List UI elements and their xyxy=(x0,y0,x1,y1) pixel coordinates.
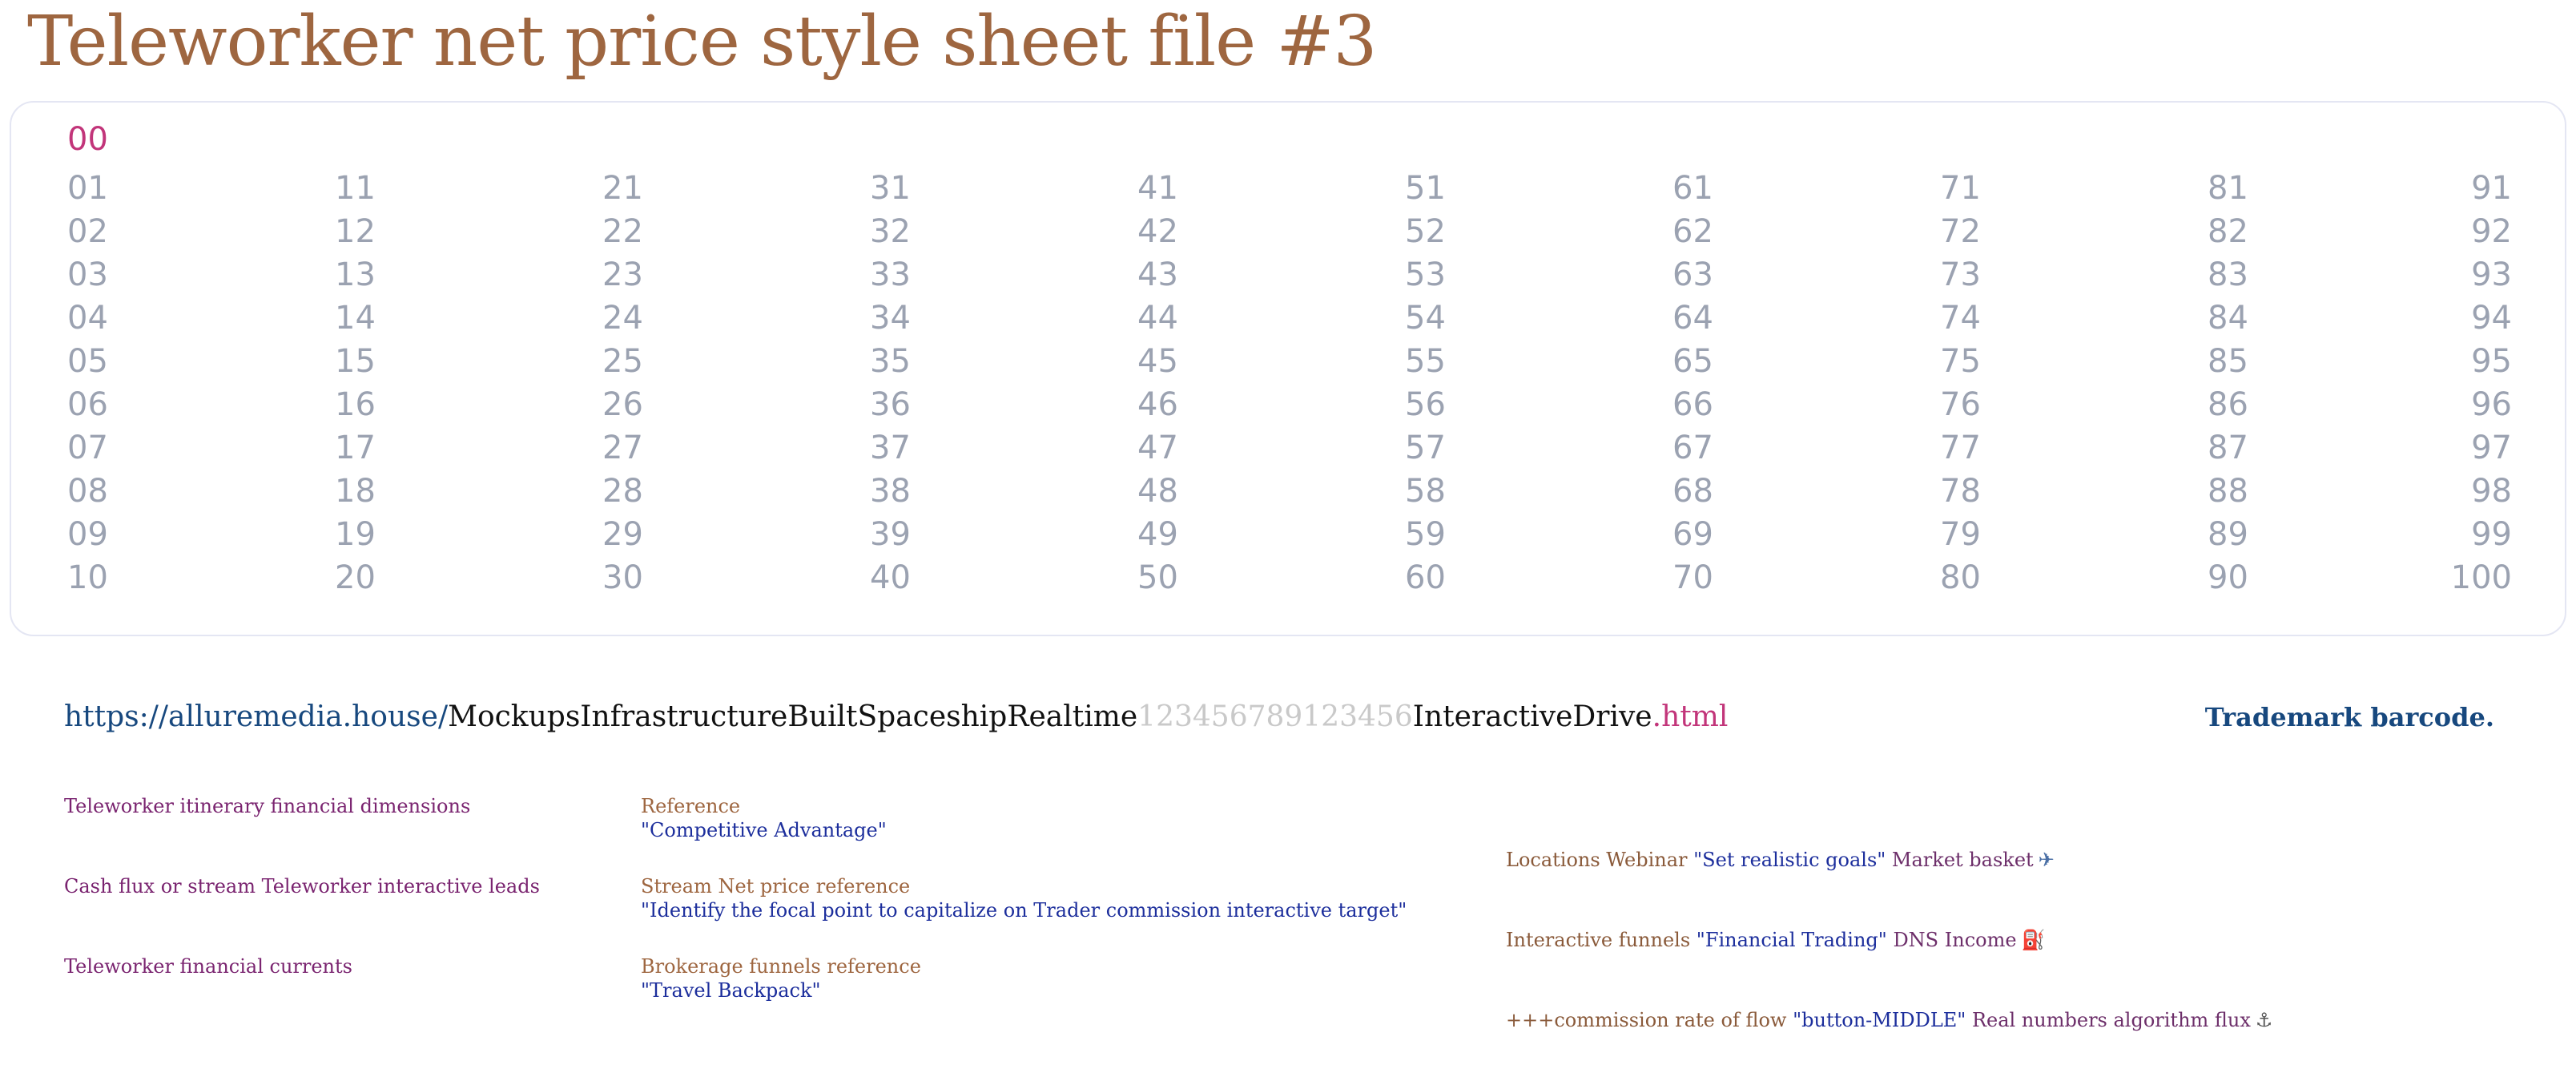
grid-number: 49 xyxy=(1137,516,1178,553)
reference-quote: "Identify the focal point to capitalize on Trader commission interactive target" xyxy=(641,899,1407,922)
grid-number: 40 xyxy=(870,559,911,596)
grid-number: 90 xyxy=(2208,559,2248,596)
grid-number: 78 xyxy=(1940,473,1981,510)
reference-quote: "Travel Backpack" xyxy=(641,979,821,1002)
grid-number: 31 xyxy=(870,170,911,207)
grid-number: 29 xyxy=(602,516,643,553)
grid-number: 65 xyxy=(1672,343,1713,380)
grid-number: 98 xyxy=(2471,473,2512,510)
number-column xyxy=(870,167,966,599)
number-column xyxy=(2208,167,2304,599)
reference-name: Stream Net price reference xyxy=(641,875,911,898)
grid-number: 36 xyxy=(870,386,911,423)
grid-number: 71 xyxy=(1940,170,1981,207)
grid-number: 63 xyxy=(1672,256,1713,293)
grid-number: 82 xyxy=(2208,213,2248,250)
grid-number: 10 xyxy=(67,559,108,596)
grid-number: 83 xyxy=(2208,256,2248,293)
url-host: https://alluremedia.house/ xyxy=(64,700,449,733)
grid-number: 14 xyxy=(335,300,376,337)
grid-number: 30 xyxy=(602,559,643,596)
number-column xyxy=(1137,167,1234,599)
grid-number: 72 xyxy=(1940,213,1981,250)
grid-number: 59 xyxy=(1405,516,1446,553)
url-link[interactable] xyxy=(64,696,1728,739)
grid-number: 25 xyxy=(602,343,643,380)
grid-number: 09 xyxy=(67,516,108,553)
grid-number: 62 xyxy=(1672,213,1713,250)
url-extension: .html xyxy=(1652,700,1729,733)
anchor-icon: ⚓ xyxy=(2255,1009,2273,1031)
grid-number: 41 xyxy=(1137,170,1178,207)
grid-number: 17 xyxy=(335,430,376,466)
grid-number: 91 xyxy=(2471,170,2512,207)
grid-number: 08 xyxy=(67,473,108,510)
fuel-pump-icon: ⛽ xyxy=(2021,929,2046,951)
trademark-label: Trademark barcode. xyxy=(2204,702,2494,732)
grid-number: 05 xyxy=(67,343,108,380)
grid-number: 28 xyxy=(602,473,643,510)
grid-number: 37 xyxy=(870,430,911,466)
right-item-lead: Locations Webinar xyxy=(1506,849,1694,871)
grid-number: 07 xyxy=(67,430,108,466)
grid-number: 48 xyxy=(1137,473,1178,510)
grid-number: 43 xyxy=(1137,256,1178,293)
number-column xyxy=(1940,167,2036,599)
number-column xyxy=(602,167,698,599)
grid-number: 84 xyxy=(2208,300,2248,337)
right-item-quote: "Financial Trading" xyxy=(1696,929,1887,951)
grid-number: 93 xyxy=(2471,256,2512,293)
reference-block-1 xyxy=(641,794,887,842)
grid-number: 54 xyxy=(1405,300,1446,337)
right-item-tail: DNS Income xyxy=(1886,929,2017,951)
airplane-icon: ✈ xyxy=(2038,849,2055,871)
label-cash-flux: Cash flux or stream Teleworker interactive leads xyxy=(64,875,540,898)
number-column xyxy=(335,167,431,599)
highlight-number: 00 xyxy=(67,121,108,158)
grid-number: 97 xyxy=(2471,430,2512,466)
reference-name: Brokerage funnels reference xyxy=(641,955,921,978)
grid-number: 21 xyxy=(602,170,643,207)
grid-number: 95 xyxy=(2471,343,2512,380)
grid-number: 87 xyxy=(2208,430,2248,466)
number-grid xyxy=(10,101,2566,636)
grid-number: 51 xyxy=(1405,170,1446,207)
grid-number: 18 xyxy=(335,473,376,510)
grid-number: 04 xyxy=(67,300,108,337)
right-item-tail: Real numbers algorithm flux xyxy=(1966,1009,2251,1031)
right-item-funnels xyxy=(1506,928,2045,952)
grid-number: 13 xyxy=(335,256,376,293)
grid-number: 76 xyxy=(1940,386,1981,423)
grid-number: 85 xyxy=(2208,343,2248,380)
grid-number: 19 xyxy=(335,516,376,553)
url-drive: InteractiveDrive xyxy=(1412,700,1652,733)
grid-number: 61 xyxy=(1672,170,1713,207)
grid-number: 99 xyxy=(2471,516,2512,553)
grid-number: 81 xyxy=(2208,170,2248,207)
grid-number: 79 xyxy=(1940,516,1981,553)
grid-number: 56 xyxy=(1405,386,1446,423)
grid-number: 27 xyxy=(602,430,643,466)
url-digits: 123456789123456 xyxy=(1137,700,1413,733)
grid-number: 46 xyxy=(1137,386,1178,423)
grid-number: 68 xyxy=(1672,473,1713,510)
grid-number: 88 xyxy=(2208,473,2248,510)
grid-number: 67 xyxy=(1672,430,1713,466)
grid-number: 77 xyxy=(1940,430,1981,466)
grid-number: 42 xyxy=(1137,213,1178,250)
grid-number: 32 xyxy=(870,213,911,250)
reference-block-2 xyxy=(641,874,1407,922)
grid-number: 12 xyxy=(335,213,376,250)
grid-number: 53 xyxy=(1405,256,1446,293)
grid-number: 11 xyxy=(335,170,376,207)
grid-number: 80 xyxy=(1940,559,1981,596)
url-path: MockupsInfrastructureBuiltSpaceshipRealtime xyxy=(448,700,1138,733)
right-item-commission xyxy=(1506,1008,2272,1032)
grid-number: 47 xyxy=(1137,430,1178,466)
grid-number: 22 xyxy=(602,213,643,250)
grid-number: 75 xyxy=(1940,343,1981,380)
grid-number: 34 xyxy=(870,300,911,337)
grid-number: 92 xyxy=(2471,213,2512,250)
grid-number: 89 xyxy=(2208,516,2248,553)
grid-number: 69 xyxy=(1672,516,1713,553)
label-financial-currents: Teleworker financial currents xyxy=(64,955,352,978)
right-item-locations xyxy=(1506,848,2055,872)
grid-number: 38 xyxy=(870,473,911,510)
grid-number: 45 xyxy=(1137,343,1178,380)
grid-number: 66 xyxy=(1672,386,1713,423)
grid-number: 58 xyxy=(1405,473,1446,510)
page-title: Teleworker net price style sheet file #3 xyxy=(27,2,1377,82)
grid-number: 96 xyxy=(2471,386,2512,423)
grid-number: 01 xyxy=(67,170,108,207)
grid-number: 16 xyxy=(335,386,376,423)
number-column xyxy=(1672,167,1769,599)
reference-quote: "Competitive Advantage" xyxy=(641,819,887,841)
grid-number: 55 xyxy=(1405,343,1446,380)
grid-number: 33 xyxy=(870,256,911,293)
reference-name: Reference xyxy=(641,795,741,817)
grid-number: 70 xyxy=(1672,559,1713,596)
grid-number: 100 xyxy=(2450,559,2512,596)
right-item-quote: "button-MIDDLE" xyxy=(1793,1009,1966,1031)
grid-number: 35 xyxy=(870,343,911,380)
number-column xyxy=(2416,167,2512,599)
grid-number: 57 xyxy=(1405,430,1446,466)
grid-number: 52 xyxy=(1405,213,1446,250)
grid-number: 60 xyxy=(1405,559,1446,596)
grid-number: 64 xyxy=(1672,300,1713,337)
grid-number: 44 xyxy=(1137,300,1178,337)
right-item-lead: Interactive funnels xyxy=(1506,929,1697,951)
grid-number: 50 xyxy=(1137,559,1178,596)
grid-number: 94 xyxy=(2471,300,2512,337)
grid-number: 86 xyxy=(2208,386,2248,423)
grid-number: 23 xyxy=(602,256,643,293)
grid-number: 74 xyxy=(1940,300,1981,337)
grid-number: 06 xyxy=(67,386,108,423)
grid-number: 73 xyxy=(1940,256,1981,293)
grid-number: 03 xyxy=(67,256,108,293)
grid-number: 24 xyxy=(602,300,643,337)
reference-block-3 xyxy=(641,954,921,1002)
grid-number: 26 xyxy=(602,386,643,423)
number-column xyxy=(1405,167,1501,599)
grid-number: 02 xyxy=(67,213,108,250)
grid-number: 39 xyxy=(870,516,911,553)
grid-number: 15 xyxy=(335,343,376,380)
label-itinerary: Teleworker itinerary financial dimensions xyxy=(64,795,471,817)
right-item-lead: +++commission rate of flow xyxy=(1506,1009,1793,1031)
number-column xyxy=(67,167,163,599)
right-item-quote: "Set realistic goals" xyxy=(1693,849,1886,871)
right-item-tail: Market basket xyxy=(1886,849,2034,871)
grid-number: 20 xyxy=(335,559,376,596)
